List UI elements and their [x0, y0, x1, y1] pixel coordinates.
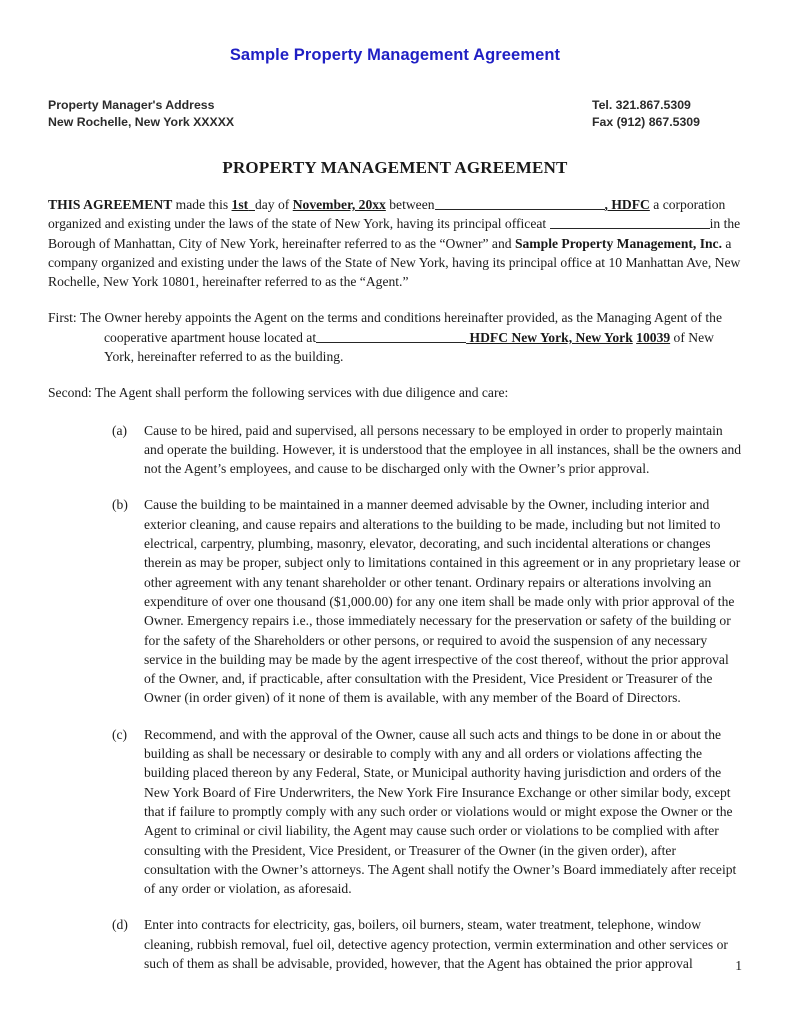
services-list-wrapper	[48, 403, 742, 974]
preamble-text-3: between	[385, 196, 435, 212]
letterhead-block	[48, 97, 742, 132]
list-item	[112, 404, 742, 479]
list-item	[112, 478, 742, 707]
preamble-paragraph	[48, 178, 742, 291]
list-item-marker: (a)	[112, 422, 128, 438]
list-item-text: Cause to be hired, paid and supervised, all persons necessary to be employed in order to properly maintain and operate the building. However, it is understood that the employee in all instances, shall be the owners and not the Agent’s employees, and cause to be discharged only with the Owner’s prior approval.	[144, 422, 742, 477]
letterhead-contact	[592, 97, 742, 132]
address-line-2: New Rochelle, New York XXXXX	[48, 115, 235, 130]
preamble-text-6: a company organized and existing under the laws of the State of New York, having its principal office at 10 Manhattan Ave, New Rochelle, New York 10801, hereinafter referred to as the “Agent.”	[48, 235, 741, 290]
preamble-text-2: day of	[254, 196, 293, 212]
first-clause-paragraph	[48, 291, 742, 366]
preamble-party: , HDFC	[604, 196, 650, 212]
second-clause-paragraph	[48, 366, 742, 402]
services-list	[112, 404, 742, 974]
first-clause-text-2: of New York, hereinafter referred to as the building.	[104, 329, 714, 364]
list-item-text: Recommend, and with the approval of the Owner, cause all such acts and things to be done in or about the building as shall be necessary or desirable to comply with any and all orders or violations affecting the building placed thereon by any Federal, State, or Municipal authority having jurisdiction and orders of the New York Board of Fire Underwriters, the New York Fire Insurance Exchange or other similar body, except that if failure to promptly comply with any such order or violations would or might expose the Owner or the Agent to criminal or civil liability, the Agent may cause such order or violations to be complied with after consulting with the President, Vice President, or Treasurer of the Owner (in the given order), after consultation with the Owner’s attorneys. The Agent shall notify the Owner’s Board immediately after receipt of any order or violation, as aforesaid.	[144, 726, 737, 897]
main-heading: PROPERTY MANAGEMENT AGREEMENT	[222, 157, 568, 177]
first-clause-label: First:	[48, 310, 77, 326]
owner-address-blank[interactable]	[550, 215, 710, 229]
list-item	[112, 708, 742, 899]
building-location-value: HDFC New York, New York	[469, 329, 633, 345]
list-item-text: Cause the building to be maintained in a manner deemed advisable by the Owner, including interior and exterior cleaning, and cause repairs and alterations to the building to be made, including but not limited to electrical, carpentry, plumbing, masonry, elevator, decorating, and such incidental alterations or changes therein as may be proper, subject only to limitations contained in this agreement or in any proprietary lease or other agreement with any tenant shareholder or other tenant. Ordinary repairs or alterations involving an expenditure of over one thousand ($1,000.00) for any one item shall be made only with prior approval of the Owner. Emergency repairs i.e., those immediately necessary for the preservation or safety of the building or for the safety of the Shareholders or other persons, or required to avoid the suspension of any necessary service in the building may be made by the agent irrespective of the cost thereof, without the prior approval of the Owner, and, if practicable, after consultation with the President, Vice President or Treasurer of the Owner (in order given) of it none of them is available, with any member of the Board of Directors.	[144, 497, 741, 706]
preamble-text-5: in the Borough of Manhattan, City of New York, hereinafter referred to as the “Owner” and	[48, 216, 741, 251]
building-location-blank[interactable]	[316, 329, 466, 343]
agent-name: Sample Property Management, Inc.	[514, 235, 722, 251]
agreement-month-value: November, 20xx	[292, 196, 386, 212]
building-zip-value: 10039	[636, 329, 671, 345]
first-clause-text-1: The Owner hereby appoints the Agent on the terms and conditions hereinafter provided, as the Managing Agent of the cooperative apartment house located at	[76, 310, 722, 345]
list-item-marker: (d)	[112, 917, 128, 933]
agreement-day-value: 1st	[231, 196, 249, 212]
owner-name-blank[interactable]	[435, 196, 605, 210]
telephone-number: Tel. 321.867.5309	[591, 98, 691, 112]
second-clause-label: Second:	[48, 385, 92, 401]
preamble-text-4: a corporation organized and existing under the laws of the state of New York, having its principal officeat	[48, 196, 726, 232]
list-item-text: Enter into contracts for electricity, gas, boilers, oil burners, steam, water treatment, telephone, window cleaning, rubbish removal, fuel oil, detective agency protection, vermin extermination and other services or such of them as shall be advisable, provided, however, that the Agent has obtained the prior approval	[144, 917, 728, 971]
document-body	[48, 178, 742, 973]
fax-number: Fax (912) 867.5309	[591, 115, 700, 130]
letterhead-address	[48, 97, 234, 132]
sample-title: Sample Property Management Agreement	[229, 46, 561, 64]
preamble-text-1: made this	[172, 196, 232, 212]
list-item-marker: (b)	[112, 497, 128, 513]
preamble-lead: THIS AGREEMENT	[48, 196, 173, 212]
second-clause-text: The Agent shall perform the following services with due diligence and care:	[91, 385, 509, 401]
list-item	[112, 898, 742, 973]
page-number: 1	[735, 958, 742, 973]
list-item-marker: (c)	[112, 726, 128, 742]
address-line-1: Property Manager's Address	[48, 98, 215, 112]
